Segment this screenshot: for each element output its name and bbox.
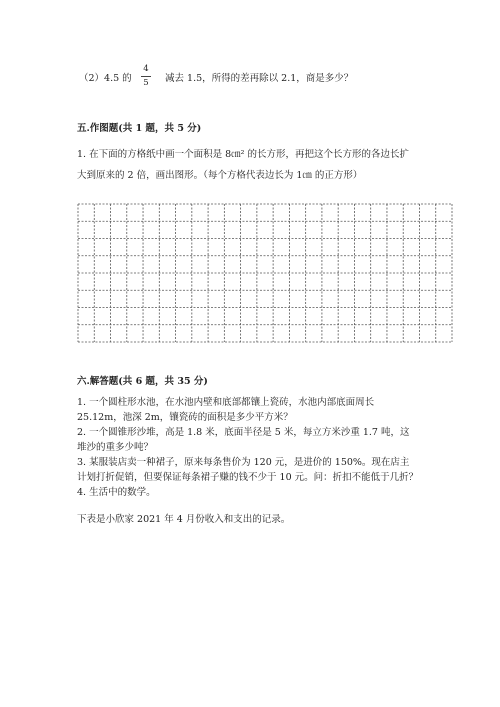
- footer-text: 下表是小欣家 2021 年 4 月份收入和支出的记录。: [77, 514, 291, 525]
- drawing-grid: [77, 203, 453, 343]
- section6-heading: 六.解答题(共 6 题，共 35 分): [77, 376, 208, 387]
- section6-line: 4. 生活中的数学。: [77, 487, 156, 498]
- section5-q1-line2: 大到原来的 2 倍，画出图形。（每个方格代表边长为 1㎝ 的正方形）: [77, 170, 363, 181]
- section5-heading: 五.作图题(共 1 题，共 5 分): [77, 123, 202, 134]
- fraction-denominator: 5: [143, 78, 149, 88]
- q2-suffix: 减去 1.5，所得的差再除以 2.1，商是多少？: [165, 73, 354, 84]
- fraction-numerator: 4: [143, 64, 149, 74]
- section5-q1-line1: 1. 在下面的方格纸中画一个面积是 8㎝² 的长方形，再把这个长方形的各边长扩: [77, 149, 409, 160]
- q2-prefix: （2）4.5 的: [79, 73, 132, 84]
- section6-line: 25.12m，池深 2m，镶瓷砖的面积是多少平方米？: [77, 412, 293, 423]
- section6-line: 计划打折促销，但要保证每条裙子赚的钱不少于 10 元。问：折扣不能低于几折？: [77, 472, 419, 483]
- section6-line: 2. 一个圆锥形沙堆，高是 1.8 米，底面半径是 5 米，每立方米沙重 1.7 吨，这: [77, 427, 410, 438]
- section6-line: 1. 一个圆柱形水池，在水池内壁和底部都镶上瓷砖，水池内部底面周长: [77, 397, 375, 408]
- section6-line: 3. 某服装店卖一种裙子，原来每条售价为 120 元，是进价的 150%。现在店主: [77, 457, 410, 468]
- fraction-bar: [141, 76, 151, 77]
- section6-line: 堆沙的重多少吨？: [77, 442, 154, 453]
